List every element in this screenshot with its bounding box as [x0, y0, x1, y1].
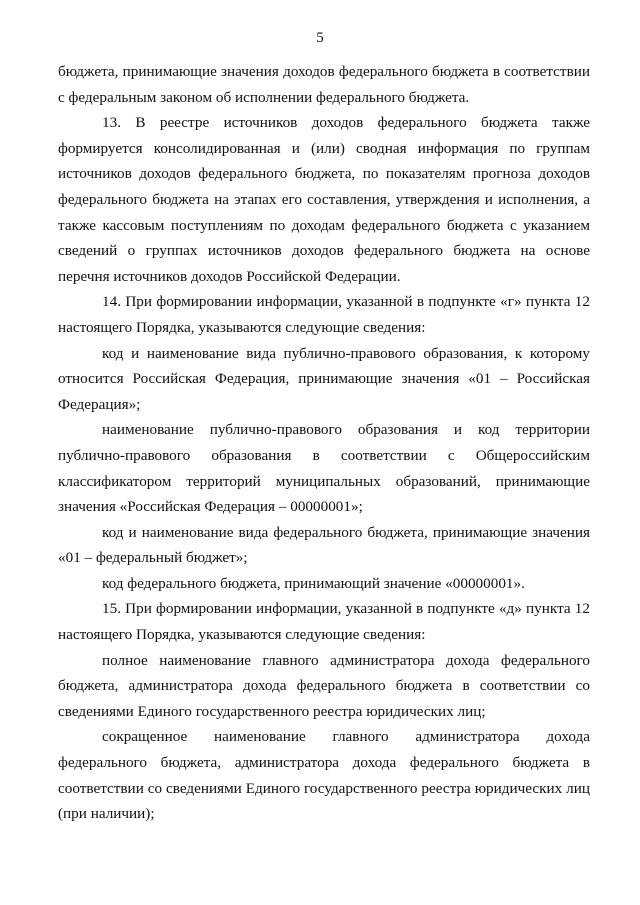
paragraph-14-item-1: код и наименование вида публично-правового образования, к которому относится Российская Федерация, принимающие значения «01 – Российская Федерация»; [58, 344, 590, 413]
document-body [58, 59, 590, 827]
paragraph-14-item-3: код и наименование вида федерального бюджета, принимающие значения «01 – федеральный бюджет»; [58, 523, 590, 567]
page-number: 5 [316, 30, 324, 46]
paragraph-15: 15. При формировании информации, указанной в подпункте «д» пункта 12 настоящего Порядка, указываются следующие сведения: [58, 600, 590, 644]
paragraph-15-item-1: полное наименование главного администратора дохода федерального бюджета, администратора дохода федерального бюджета в соответствии со сведениями Единого государственного реестра юридических лиц; [58, 651, 590, 720]
paragraph-continuation: бюджета, принимающие значения доходов федерального бюджета в соответствии с федеральным законом об исполнении федерального бюджета. [58, 63, 590, 106]
paragraph-13: 13. В реестре источников доходов федерального бюджета также формируется консолидированная и (или) сводная информация по группам источников доходов федерального бюджета, по показателям прогноза доходов федерального бюджета на этапах его составления, утверждения и исполнения, а также кассовым поступлениям по доходам федерального бюджета с указанием сведений о группах источников доходов федерального бюджета на основе перечня источников доходов Российской Федерации. [58, 114, 590, 285]
paragraph-14-item-2: наименование публично-правового образования и код территории публично-правового образования в соответствии с Общероссийским классификатором территорий муниципальных образований, принимающие значения «Российская Федерация – 00000001»; [58, 421, 590, 516]
paragraph-15-item-2: сокращенное наименование главного администратора дохода федерального бюджета, администратора дохода федерального бюджета в соответствии со сведениями Единого государственного реестра юридических лиц (при наличии); [58, 728, 590, 823]
paragraph-14: 14. При формировании информации, указанной в подпункте «г» пункта 12 настоящего Порядка, указываются следующие сведения: [58, 293, 590, 336]
paragraph-14-item-4: код федерального бюджета, принимающий значение «00000001». [102, 574, 525, 592]
